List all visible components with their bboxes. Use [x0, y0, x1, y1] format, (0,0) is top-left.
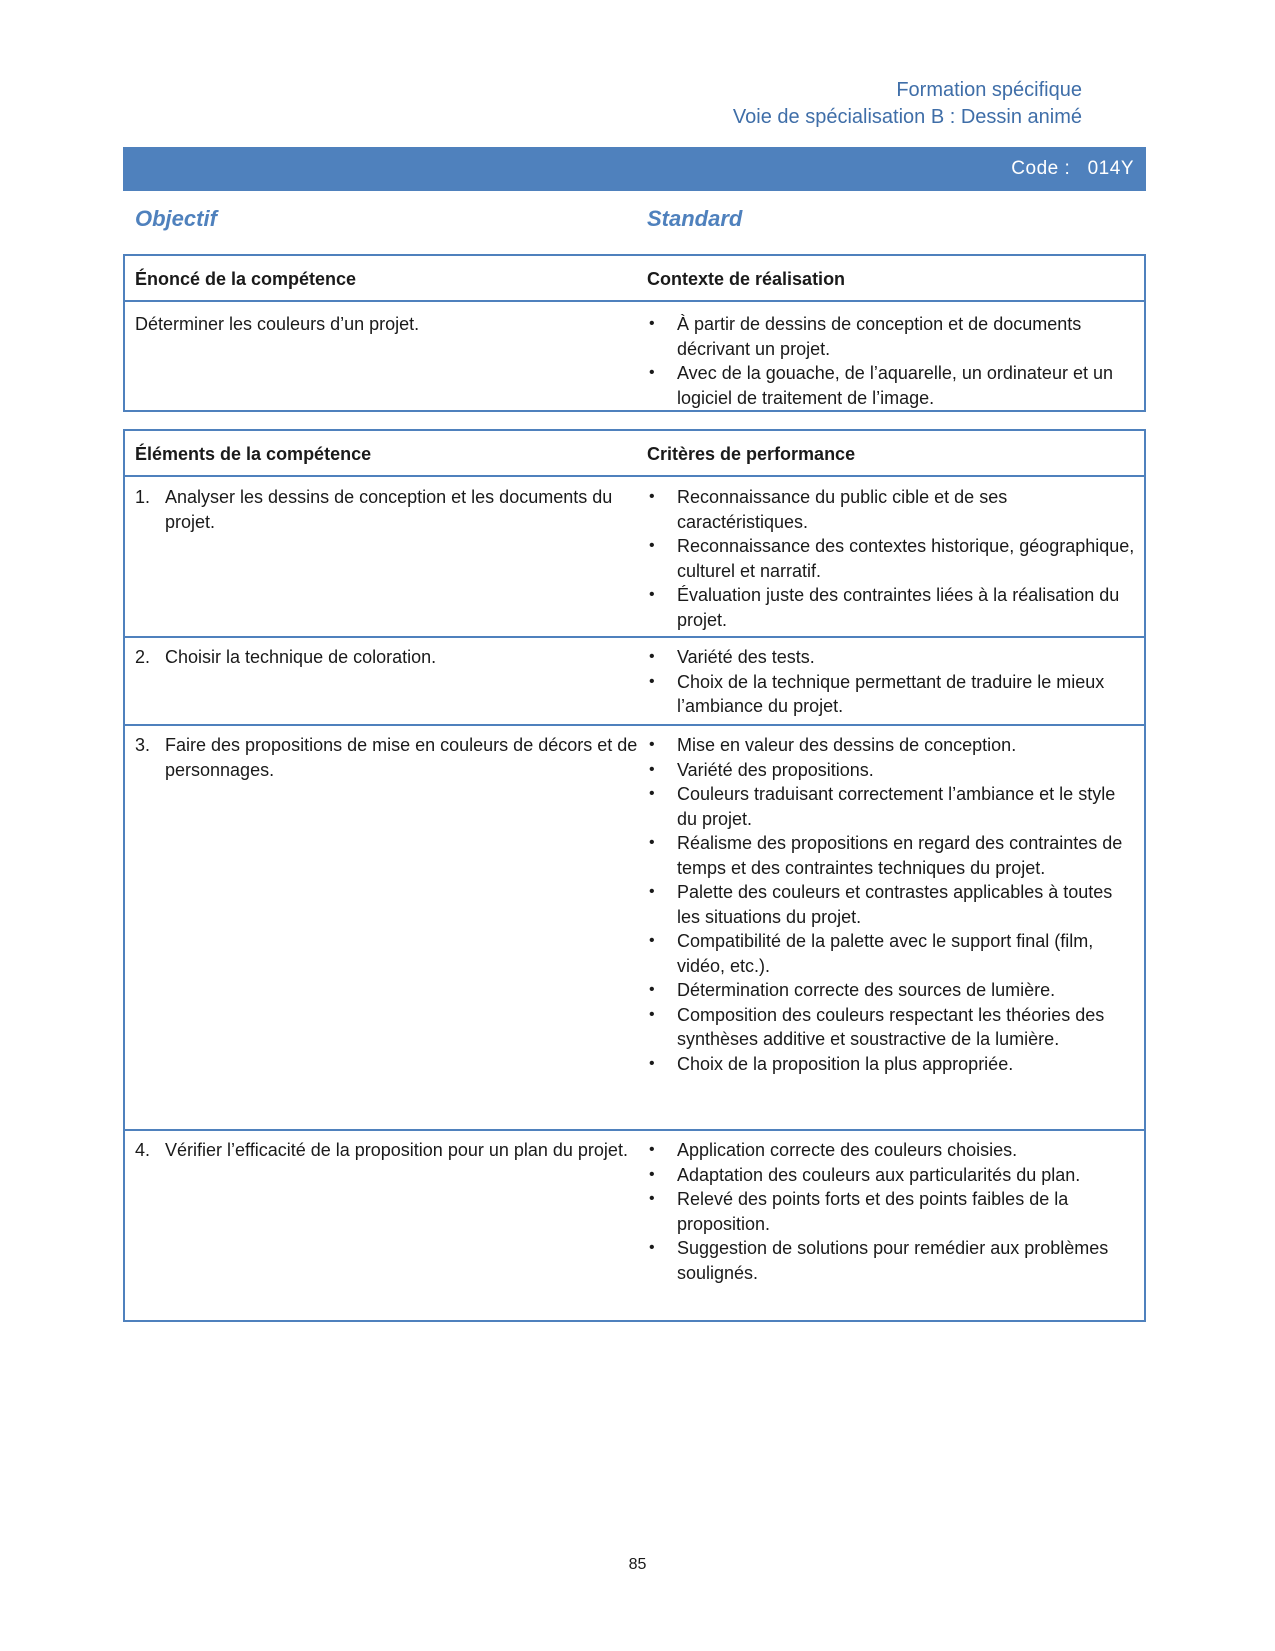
page-number: 85 — [628, 1556, 647, 1573]
criteria-list — [647, 1138, 1135, 1285]
criterion: • Composition des couleurs respectant les théories des synthèses additive et soustractive de la lumière. — [647, 1003, 1135, 1052]
header-line-2: Voie de spécialisation B : Dessin animé — [732, 106, 1082, 128]
criterion: • Relevé des points forts et des points faibles de la proposition. — [647, 1187, 1135, 1236]
element-text: Faire des propositions de mise en couleurs de décors et de personnages. — [165, 735, 638, 780]
criterion: • Reconnaissance des contextes historique, géographique, culturel et narratif. — [647, 534, 1135, 583]
criterion: • Mise en valeur des dessins de conception. — [647, 733, 1135, 758]
table-row — [125, 477, 1144, 638]
criteria-table-header — [125, 431, 1144, 477]
criteria-table — [123, 429, 1146, 1322]
element-text: Analyser les dessins de conception et les documents du projet. — [165, 487, 613, 532]
criterion: • Suggestion de solutions pour remédier aux problèmes soulignés. — [647, 1236, 1135, 1285]
element-text: Vérifier l’efficacité de la proposition pour un plan du projet. — [165, 1140, 628, 1160]
criterion: • Reconnaissance du public cible et de ses caractéristiques. — [647, 485, 1135, 534]
context-item: • À partir de dessins de conception et de documents décrivant un projet. — [647, 312, 1135, 361]
competency-code: Code : 014Y — [1011, 158, 1134, 179]
elements-header: Éléments de la compétence — [135, 444, 372, 464]
element-item — [135, 485, 645, 534]
element-number: 3. — [135, 735, 151, 755]
criterion: • Réalisme des propositions en regard des contraintes de temps et des contraintes techniques du projet. — [647, 831, 1135, 880]
standard-table — [123, 254, 1146, 412]
competence-header: Énoncé de la compétence — [135, 269, 357, 289]
document-header — [733, 77, 1082, 131]
criteria-list — [647, 645, 1135, 719]
criterion: • Choix de la technique permettant de traduire le mieux l’ambiance du projet. — [647, 670, 1135, 719]
element-text: Choisir la technique de coloration. — [165, 647, 437, 667]
table-row — [125, 1131, 1144, 1321]
criteria-list — [647, 485, 1135, 632]
table-row — [125, 638, 1144, 726]
element-item — [135, 1138, 645, 1163]
criterion: • Palette des couleurs et contrastes applicables à toutes les situations du projet. — [647, 880, 1135, 929]
element-item — [135, 645, 645, 670]
standard-table-header — [125, 256, 1144, 302]
criterion: • Variété des tests. — [647, 645, 1135, 670]
criterion: • Adaptation des couleurs aux particularités du plan. — [647, 1163, 1135, 1188]
header-line-1: Formation spécifique — [896, 79, 1082, 101]
criterion: • Détermination correcte des sources de lumière. — [647, 978, 1135, 1003]
objective-title: Objectif — [135, 206, 217, 231]
context-item: • Avec de la gouache, de l’aquarelle, un ordinateur et un logiciel de traitement de l’image. — [647, 361, 1135, 410]
criterion: • Évaluation juste des contraintes liées à la réalisation du projet. — [647, 583, 1135, 632]
table-row — [125, 726, 1144, 1131]
element-number: 2. — [135, 647, 151, 667]
context-header: Contexte de réalisation — [647, 269, 846, 289]
criteria-list — [647, 733, 1135, 1076]
criteria-header: Critères de performance — [647, 444, 856, 464]
element-item — [135, 733, 645, 782]
criterion: • Application correcte des couleurs choisies. — [647, 1138, 1135, 1163]
context-list — [647, 312, 1135, 410]
element-number: 1. — [135, 487, 151, 507]
criterion: • Couleurs traduisant correctement l’ambiance et le style du projet. — [647, 782, 1135, 831]
standard-table-row — [125, 302, 1144, 410]
element-number: 4. — [135, 1140, 151, 1160]
criterion: • Variété des propositions. — [647, 758, 1135, 783]
criterion: • Choix de la proposition la plus appropriée. — [647, 1052, 1135, 1077]
competence-statement: Déterminer les couleurs d’un projet. — [135, 314, 420, 334]
criterion: • Compatibilité de la palette avec le support final (film, vidéo, etc.). — [647, 929, 1135, 978]
standard-title: Standard — [647, 206, 743, 231]
code-bar — [123, 147, 1146, 191]
